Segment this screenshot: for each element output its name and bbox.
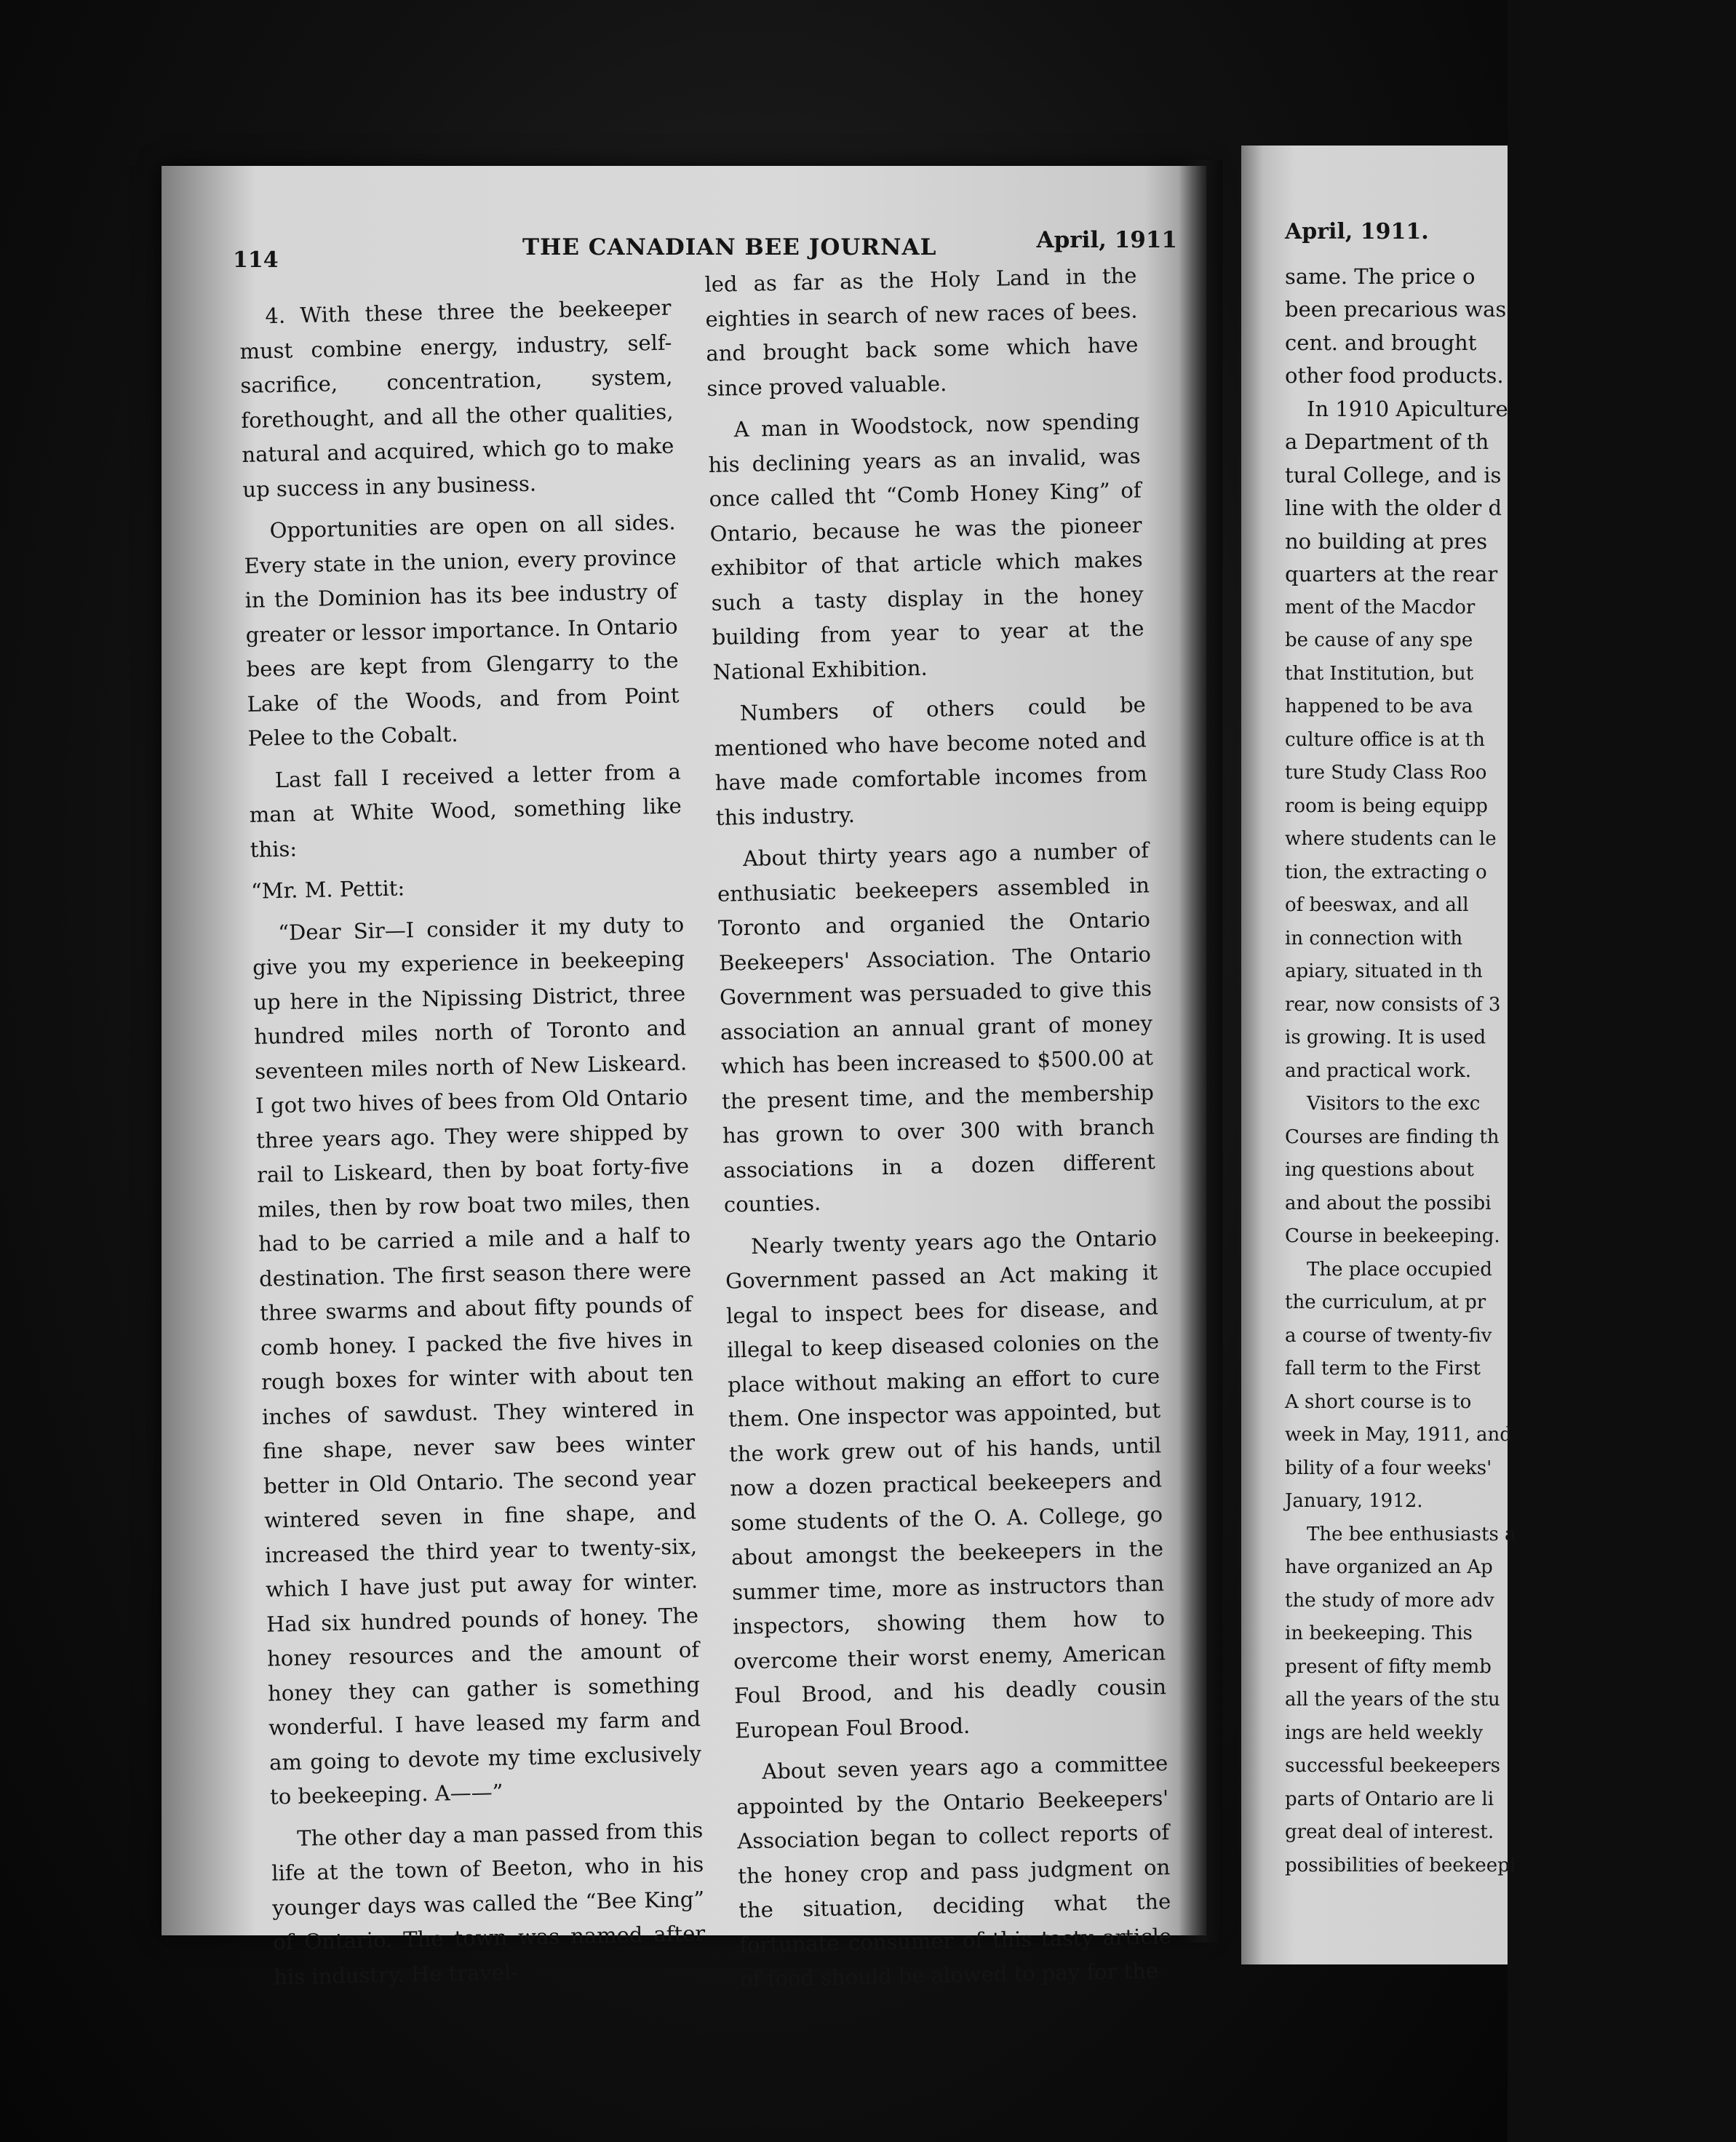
paragraph: Numbers of others could be mentioned who have become noted and have made comfortable incomes from this industry.: [714, 692, 1148, 830]
letter-body: “Dear Sir—I consider it my duty to give you my experience in beekeeping up here in the Nipissing District, three hundred miles north of Toronto and seventeen miles north of New Liskeard. I got two hives of bees from Old Ontario three years ago. They were shipped by rail to Liskeard, then by boat forty-five miles, then by row boat two miles, then had to be carried a mile and a half to destination. The first season there were three swarms and about fifty pounds of comb honey. I packed the five hives in rough boxes for winter with about ten inches of sawdust. They wintered in fine shape, never saw bees winter better in Old Ontario. The second year wintered seven in fine shape, and increased the third year to twenty-six, which I have just put away for winter. Had six hundred pounds of honey. The honey resources and the amount of honey they can gather is something wonderful. I have leased my farm and am going to devote my time exclusively to beekeeping. A——”: [252, 911, 702, 1809]
text-line: In 1910 Apiculture: [1307, 396, 1508, 421]
text-line: a Department of th: [1285, 429, 1489, 454]
text-line: of beeswax, and all: [1285, 894, 1469, 916]
text-line: ing questions about: [1285, 1159, 1474, 1181]
text-line: successful beekeepers: [1285, 1755, 1500, 1777]
text-line: where students can le: [1285, 828, 1497, 850]
paragraph: The other day a man passed from this life at the town of Beeton, who in his younger days was called the “Bee King” of Ontario. The town was named after his industry. He travel-: [271, 1817, 706, 1989]
paragraph: 4. With these three the beekeeper must combine energy, industry, self-sacrifice, concentration, system, forethought, and all the other qualities, natural and acquired, which go to make up success in any business.: [239, 295, 674, 502]
text-line: culture office is at th: [1285, 728, 1485, 751]
text-line: parts of Ontario are li: [1285, 1788, 1494, 1810]
text-line: cent. and brought: [1285, 330, 1477, 355]
text-line: ment of the Macdor: [1285, 596, 1476, 618]
right-page-lines: [1285, 260, 1736, 1883]
text-line: happened to be ava: [1285, 696, 1473, 717]
text-line: no building at pres: [1285, 528, 1488, 554]
right-text-column: [704, 259, 1173, 2004]
right-page-content: [1285, 215, 1736, 1882]
text-line: same. The price o: [1285, 263, 1476, 289]
text-line: rear, now consists of 3: [1285, 993, 1501, 1016]
left-page: [162, 166, 1206, 1992]
text-line: Course in beekeeping.: [1285, 1225, 1500, 1247]
text-line: be cause of any spe: [1285, 629, 1473, 651]
journal-title: THE CANADIAN BEE JOURNAL: [522, 234, 937, 260]
text-line: and practical work.: [1285, 1059, 1472, 1082]
right-page-date: April, 1911.: [1285, 219, 1429, 244]
text-line: fall term to the First: [1285, 1358, 1481, 1379]
right-page: [1241, 146, 1516, 1964]
text-line: in connection with: [1285, 927, 1463, 949]
text-line: The bee enthusiasts a: [1307, 1523, 1516, 1545]
paragraph: A man in Woodstock, now spending his declining years as an invalid, was once called tht “Comb Honey King” of Ontario, because he was the pioneer exhibitor of that article which makes such a tasty display in the honey building from year to year at the National Exhibition.: [708, 408, 1144, 685]
paragraph-continued: led as far as the Holy Land in the eighties in search of new races of bees. and brought back some which have since proved valuable.: [704, 263, 1139, 401]
page-number: 114: [233, 247, 279, 273]
paragraph: About seven years ago a committee appointed by the Ontario Beekeepers' Association began to collect reports of the honey crop and pass judgment on the situation, deciding what the fortunate consumer of this tasty article of food should be alowed to pay for the: [736, 1751, 1172, 1992]
text-line: all the years of the stu: [1285, 1689, 1500, 1711]
text-line: A short course is to: [1285, 1390, 1472, 1413]
paragraph: Nearly twenty years ago the Ontario Government passed an Act making it legal to inspect bees for disease, and illegal to keep diseased colonies on the place without making an effort to cure them. One inspector was appointed, but the work grew out of his hands, until now a dozen practical beekeepers and some students of the O. A. College, go about amongst the beekeepers in the summer time, more as instructors than inspectors, showing them how to overcome their worst enemy, American Foul Brood, and his deadly cousin European Foul Brood.: [725, 1225, 1167, 1743]
text-line: in beekeeping. This: [1285, 1623, 1473, 1644]
text-line: have organized an Ap: [1285, 1556, 1493, 1578]
text-line: that Institution, but: [1285, 662, 1474, 685]
text-line: been precarious was: [1285, 297, 1507, 322]
text-line: tion, the extracting o: [1285, 861, 1487, 883]
text-line: tural College, and is: [1285, 462, 1502, 487]
text-line: other food products.: [1285, 363, 1504, 388]
text-line: great deal of interest.: [1285, 1821, 1494, 1843]
text-line: bility of a four weeks': [1285, 1457, 1492, 1479]
paragraph: Last fall I received a letter from a man at White Wood, something like this:: [249, 758, 682, 862]
letter-salutation: “Mr. M. Pettit:: [250, 875, 405, 904]
text-line: January, 1912.: [1285, 1490, 1423, 1512]
text-line: week in May, 1911, and: [1285, 1424, 1512, 1446]
paragraph: Opportunities are open on all sides. Every state in the union, every province in the Dominion has its bee industry of greater or lessor importance. In Ontario bees are kept from Glengarry to the Lake of the Woods, and from Point Pelee to the Cobalt.: [244, 509, 680, 751]
text-line: Visitors to the exc: [1307, 1093, 1481, 1115]
text-line: and about the possibi: [1285, 1192, 1492, 1214]
page-gutter-shadow: [1179, 160, 1222, 1943]
paragraph: About thirty years ago a number of enthusiatic beekeepers assembled in Toronto and organied the Ontario Beekeepers' Association. The Ontario Government was persuaded to give this association an annual grant of money which has been increased to $500.00 at the present time, and the membership has grown to over 300 with branch associations in a dozen different counties.: [717, 837, 1156, 1217]
issue-date: April, 1911: [1036, 227, 1177, 253]
text-line: is growing. It is used: [1285, 1027, 1486, 1048]
text-line: The place occupied: [1307, 1258, 1492, 1281]
text-line: a course of twenty-fiv: [1285, 1324, 1492, 1347]
text-line: present of fifty memb: [1285, 1655, 1492, 1678]
text-line: the study of more adv: [1285, 1589, 1494, 1612]
text-line: line with the older d: [1285, 495, 1502, 520]
left-text-column: [239, 291, 706, 2002]
text-line: the curriculum, at pr: [1285, 1291, 1486, 1313]
text-line: quarters at the rear: [1285, 562, 1498, 586]
text-line: ings are held weekly: [1285, 1721, 1484, 1744]
text-line: room is being equipp: [1285, 795, 1488, 817]
text-line: apiary, situated in th: [1285, 960, 1483, 982]
text-line: Courses are finding th: [1285, 1126, 1500, 1148]
text-line: ture Study Class Roo: [1285, 762, 1487, 784]
text-line: possibilities of beekeepi: [1285, 1854, 1516, 1876]
